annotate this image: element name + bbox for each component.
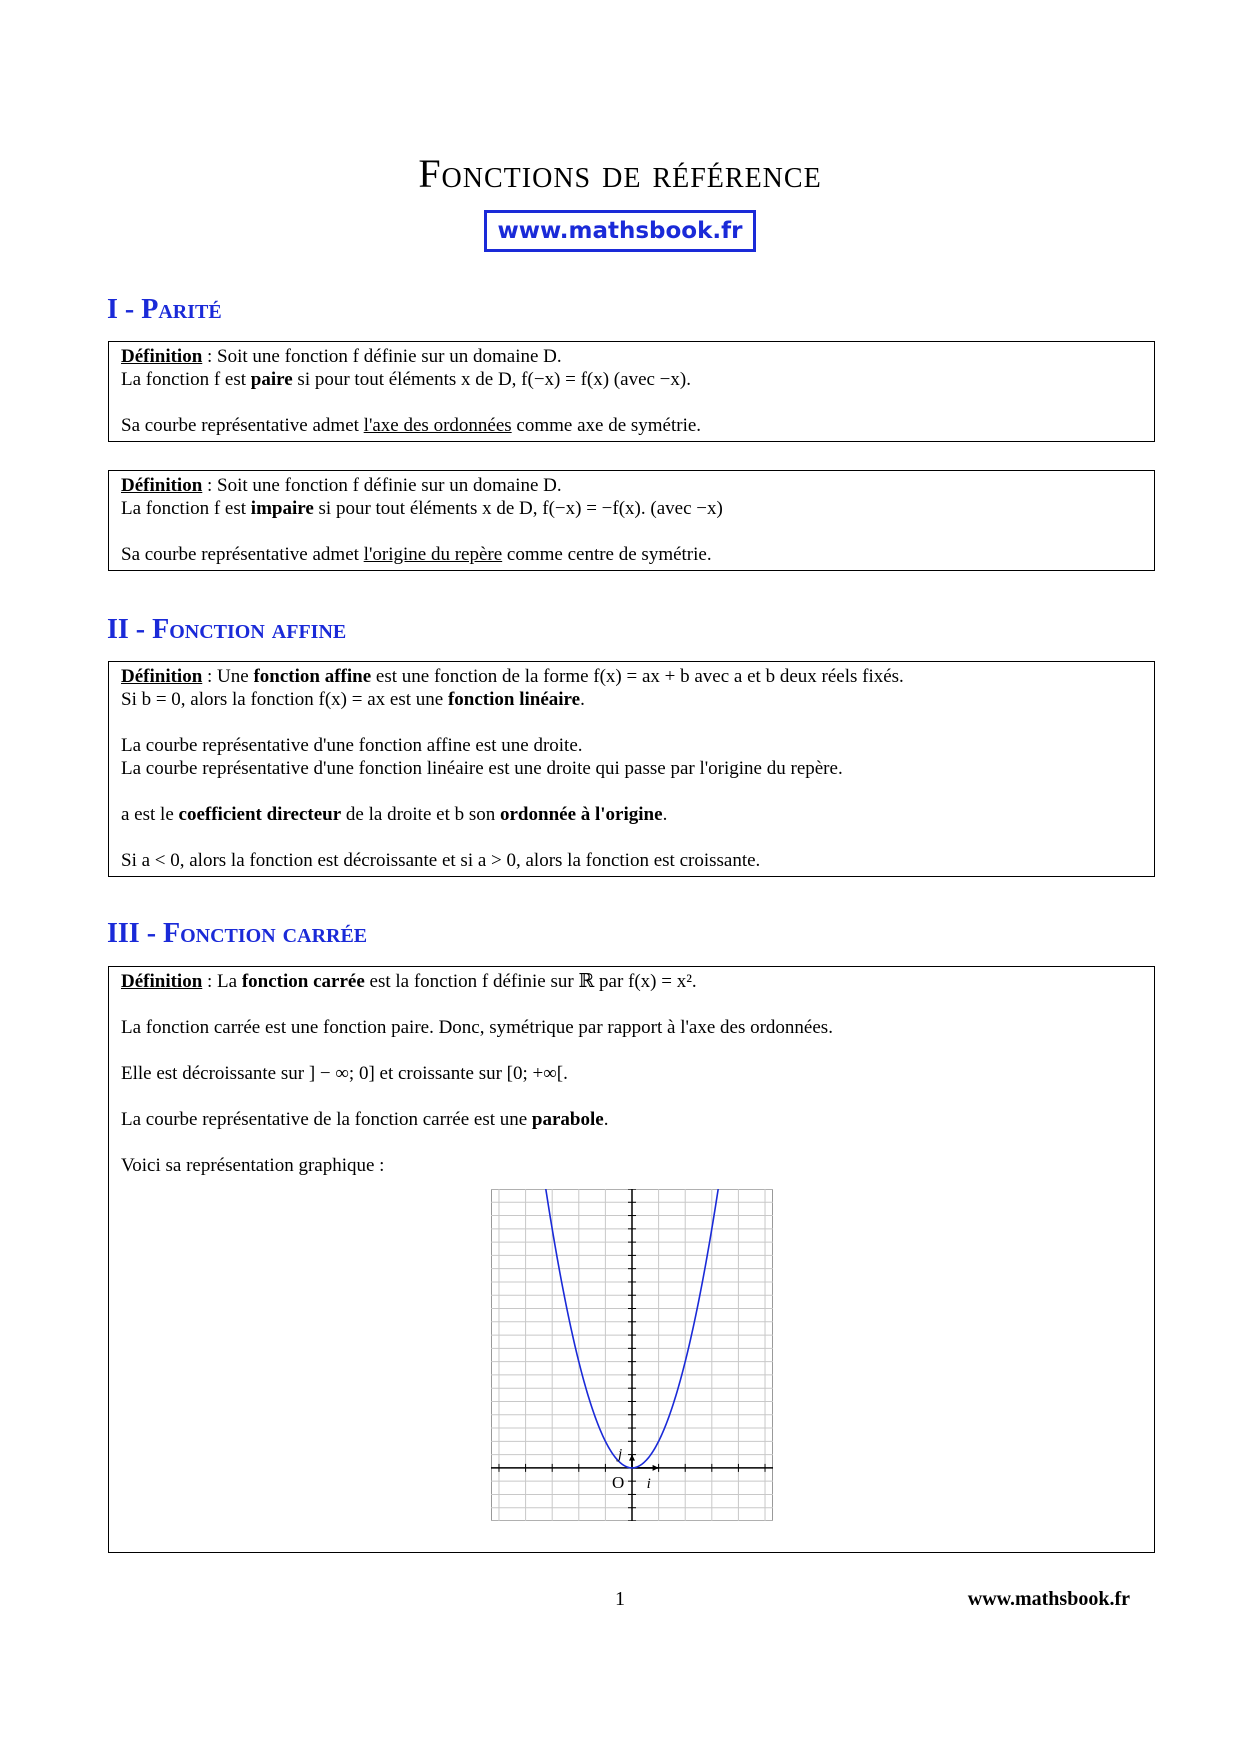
definition-line: La fonction carrée est une fonction paire. Donc, symétrique par rapport à l'axe des ordonnées.	[121, 1017, 833, 1038]
section-title-carree: III - Fonction carrée	[107, 918, 368, 949]
term-impaire: impaire	[250, 498, 314, 519]
definition-text: de la droite et b son	[341, 804, 500, 825]
definition-box-impaire	[108, 470, 1155, 571]
definition-box-carree	[108, 966, 1155, 1553]
definition-text: .	[580, 689, 585, 710]
definition-line	[121, 368, 1142, 391]
term-fonction-carree: fonction carrée	[241, 971, 365, 992]
term-fonction-affine: fonction affine	[253, 666, 372, 687]
unit-vector-j-label: j⃗	[618, 1446, 634, 1463]
section-title-affine: II - Fonction affine	[107, 614, 347, 645]
definition-label: Définition	[121, 666, 203, 687]
definition-box-paire	[108, 341, 1155, 442]
definition-line: La courbe représentative d'une fonction affine est une droite.	[121, 735, 583, 756]
definition-line	[121, 665, 1142, 688]
term-parabole: parabole	[531, 1109, 604, 1130]
page-number: 1	[615, 1588, 625, 1610]
definition-text: .	[603, 1109, 609, 1130]
term-paire: paire	[250, 369, 293, 390]
definition-text: comme centre de symétrie.	[502, 544, 712, 565]
definition-line	[121, 345, 1142, 368]
page-title: Fonctions de référence	[418, 151, 822, 196]
definition-text: : La	[202, 971, 242, 992]
definition-line	[121, 688, 1142, 711]
definition-text: a est le	[121, 804, 179, 825]
definition-text: : Une	[202, 666, 254, 687]
origin-label: O	[612, 1472, 625, 1492]
definition-line	[121, 497, 1142, 520]
definition-text: Sa courbe représentative admet	[121, 544, 364, 565]
definition-text: : Soit une fonction f définie sur un domaine D.	[202, 475, 562, 496]
definition-text: si pour tout éléments x de D, f(−x) = −f(x). (avec −x)	[313, 498, 723, 519]
definition-line: Si a < 0, alors la fonction est décroissante et si a > 0, alors la fonction est croissante.	[121, 850, 761, 871]
definition-line	[121, 970, 1142, 993]
definition-line: Elle est décroissante sur ] − ∞; 0] et croissante sur [0; +∞[.	[121, 1063, 568, 1084]
term-ordonnee-origine: ordonnée à l'origine	[500, 804, 663, 825]
definition-line	[121, 414, 1142, 437]
definition-label: Définition	[121, 971, 203, 992]
term-origine-repere: l'origine du repère	[363, 544, 503, 565]
definition-text: La fonction f est	[121, 498, 251, 519]
footer-site: www.mathsbook.fr	[967, 1588, 1130, 1610]
term-fonction-lineaire: fonction linéaire	[447, 689, 581, 710]
definition-text: comme axe de symétrie.	[511, 415, 702, 436]
definition-text: : Soit une fonction f définie sur un domaine D.	[202, 346, 562, 367]
definition-line	[121, 543, 1142, 566]
definition-box-affine	[108, 661, 1155, 877]
definition-line	[121, 803, 1142, 826]
definition-line: Voici sa représentation graphique :	[121, 1155, 385, 1176]
parabola-graph	[491, 1189, 773, 1521]
definition-text: Sa courbe représentative admet	[121, 415, 364, 436]
definition-label: Définition	[121, 346, 203, 367]
definition-label: Définition	[121, 475, 203, 496]
unit-vector-i-label: i⃗	[646, 1475, 663, 1492]
section-title-parite: I - Parité	[107, 294, 222, 325]
term-coefficient-directeur: coefficient directeur	[178, 804, 342, 825]
term-axe-ordonnees: l'axe des ordonnées	[363, 415, 512, 436]
definition-text: La courbe représentative de la fonction carrée est une	[121, 1109, 532, 1130]
definition-text: si pour tout éléments x de D, f(−x) = f(x) (avec −x).	[292, 369, 691, 390]
definition-line	[121, 474, 1142, 497]
definition-text: Si b = 0, alors la fonction f(x) = ax est une	[121, 689, 448, 710]
definition-text: est la fonction f définie sur ℝ par f(x) = x².	[364, 971, 697, 992]
definition-text: .	[662, 804, 668, 825]
definition-line: La courbe représentative d'une fonction linéaire est une droite qui passe par l'origine du repère.	[121, 758, 843, 779]
site-badge-label: www.mathsbook.fr	[497, 218, 743, 244]
definition-text: est une fonction de la forme f(x) = ax + b avec a et b deux réels fixés.	[371, 666, 904, 687]
definition-line	[121, 1108, 1142, 1131]
definition-text: La fonction f est	[121, 369, 251, 390]
site-badge[interactable]	[484, 210, 756, 252]
